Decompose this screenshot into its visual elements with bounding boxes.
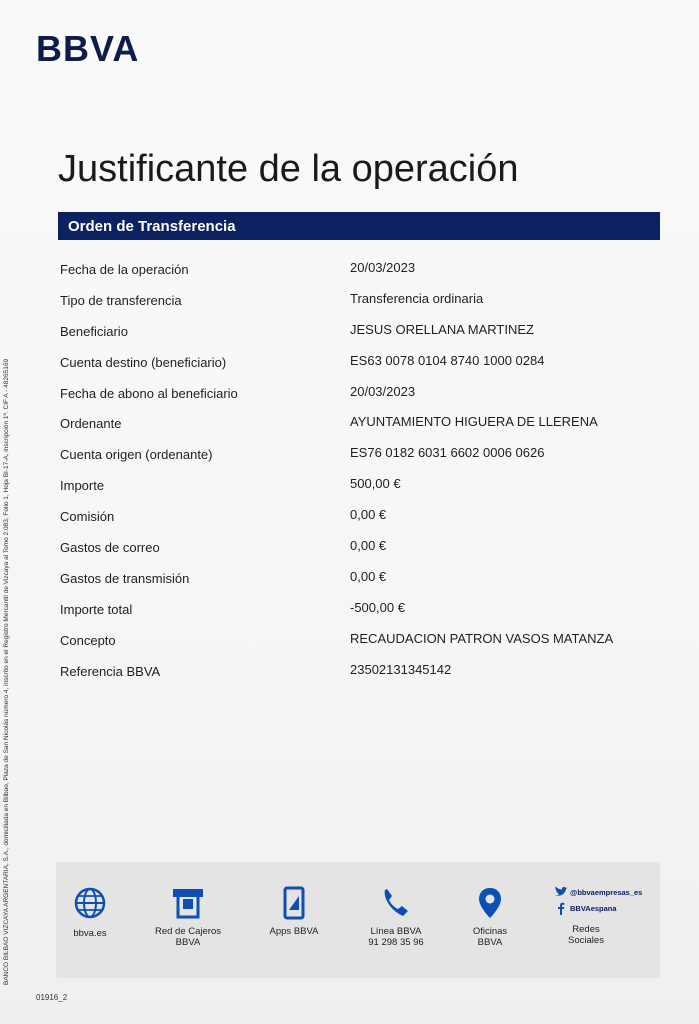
footer-link-apps[interactable]: [244, 886, 344, 937]
footer-linea-line1: Línea BBVA: [370, 926, 422, 937]
detail-table: [58, 256, 658, 688]
footer-oficinas-line2: BBVA: [477, 937, 503, 948]
row-value: Transferencia ordinaria: [350, 290, 484, 306]
footer-cajeros-line2: BBVA: [175, 937, 201, 948]
row-referencia: [58, 658, 658, 689]
redes-line2: Sociales: [568, 935, 604, 946]
row-value: 20/03/2023: [350, 383, 416, 399]
row-value: 0,00 €: [350, 568, 387, 584]
facebook-link[interactable]: [554, 902, 654, 916]
row-comision: [58, 503, 658, 534]
footer-link-cajeros[interactable]: [138, 886, 238, 948]
row-label: Beneficiario: [60, 323, 128, 339]
row-tipo-transferencia: [58, 287, 658, 318]
row-value: 500,00 €: [350, 476, 401, 492]
row-value: -500,00 €: [350, 599, 405, 615]
row-label: Comisión: [60, 509, 115, 525]
footer-oficinas-line1: Oficinas: [472, 926, 508, 937]
footer-link-oficinas[interactable]: [440, 886, 540, 948]
row-cuenta-origen: [58, 441, 658, 472]
row-cuenta-destino: [58, 349, 658, 380]
footer-social: [554, 886, 654, 946]
row-value: ES63 0078 0104 8740 1000 0284: [350, 352, 545, 368]
atm-icon: [171, 886, 205, 920]
row-value: AYUNTAMIENTO HIGUERA DE LLERENA: [350, 414, 598, 430]
footer-link-linea[interactable]: [346, 886, 446, 948]
location-pin-icon: [473, 886, 507, 920]
row-label: Importe total: [60, 601, 133, 617]
footer-linea-line2: 91 298 35 96: [368, 937, 424, 948]
row-ordenante: [58, 410, 658, 441]
footer-links-panel: [56, 862, 660, 978]
row-gastos-correo: [58, 534, 658, 565]
row-label: Fecha de la operación: [60, 262, 189, 277]
row-value: 20/03/2023: [350, 260, 416, 275]
redes-label: [554, 924, 618, 946]
page-title: Justificante de la operación: [58, 148, 519, 190]
row-value: 0,00 €: [350, 507, 387, 523]
globe-icon: [73, 886, 107, 920]
row-fecha-operacion: [58, 256, 658, 287]
row-beneficiario: [58, 318, 658, 349]
row-label: Importe: [60, 478, 105, 494]
row-importe: [58, 472, 658, 503]
document-code: 01916_2: [36, 993, 68, 1002]
section-label: Orden de Transferencia: [68, 218, 236, 235]
row-label: Gastos de correo: [60, 540, 160, 556]
row-value: 23502131345142: [350, 661, 452, 677]
row-value: ES76 0182 6031 6602 0006 0626: [350, 445, 545, 461]
footer-cajeros-line1: Red de Cajeros: [154, 926, 221, 937]
row-importe-total: [58, 596, 658, 627]
bbva-logo: BBVA: [36, 28, 140, 69]
row-fecha-abono: [58, 380, 658, 411]
redes-line1: Redes: [572, 924, 600, 935]
row-value: JESUS ORELLANA MARTINEZ: [350, 321, 534, 337]
row-label: Concepto: [60, 632, 116, 648]
row-label: Fecha de abono al beneficiario: [60, 385, 238, 401]
row-value: 0,00 €: [350, 538, 387, 554]
row-label: Referencia BBVA: [60, 663, 161, 679]
row-value: RECAUDACION PATRON VASOS MATANZA: [350, 630, 614, 646]
phone-icon: [379, 886, 413, 920]
twitter-link[interactable]: [554, 886, 654, 900]
twitter-handle: @bbvaempresas_es: [570, 888, 643, 897]
row-label: Tipo de transferencia: [60, 292, 182, 308]
legal-side-text: BANCO BILBAO VIZCAYA ARGENTARIA, S.A., domiciliada en Bilbao, Plaza de San Nicolás número 4, inscrito en el Registro Mercantil de Vizcaya al Tomo 2.083, Folio 1, Hoja BI-17-A, inscripción 1ª. CIF A - 48265169: [3, 358, 10, 985]
row-label: Cuenta destino (beneficiario): [60, 354, 227, 370]
section-header: [58, 212, 660, 240]
facebook-icon: [556, 902, 566, 915]
footer-apps-label: Apps BBVA: [269, 926, 319, 937]
row-label: Cuenta origen (ordenante): [60, 447, 213, 463]
footer-link-web[interactable]: [40, 886, 140, 939]
twitter-icon: [554, 886, 568, 898]
row-label: Gastos de transmisión: [60, 570, 190, 586]
row-label: Ordenante: [60, 416, 122, 432]
footer-web-label: bbva.es: [73, 928, 107, 939]
row-concepto: [58, 627, 658, 658]
mobile-app-icon: [277, 886, 311, 920]
row-gastos-transmision: [58, 565, 658, 596]
facebook-handle: BBVAespana: [570, 904, 617, 913]
